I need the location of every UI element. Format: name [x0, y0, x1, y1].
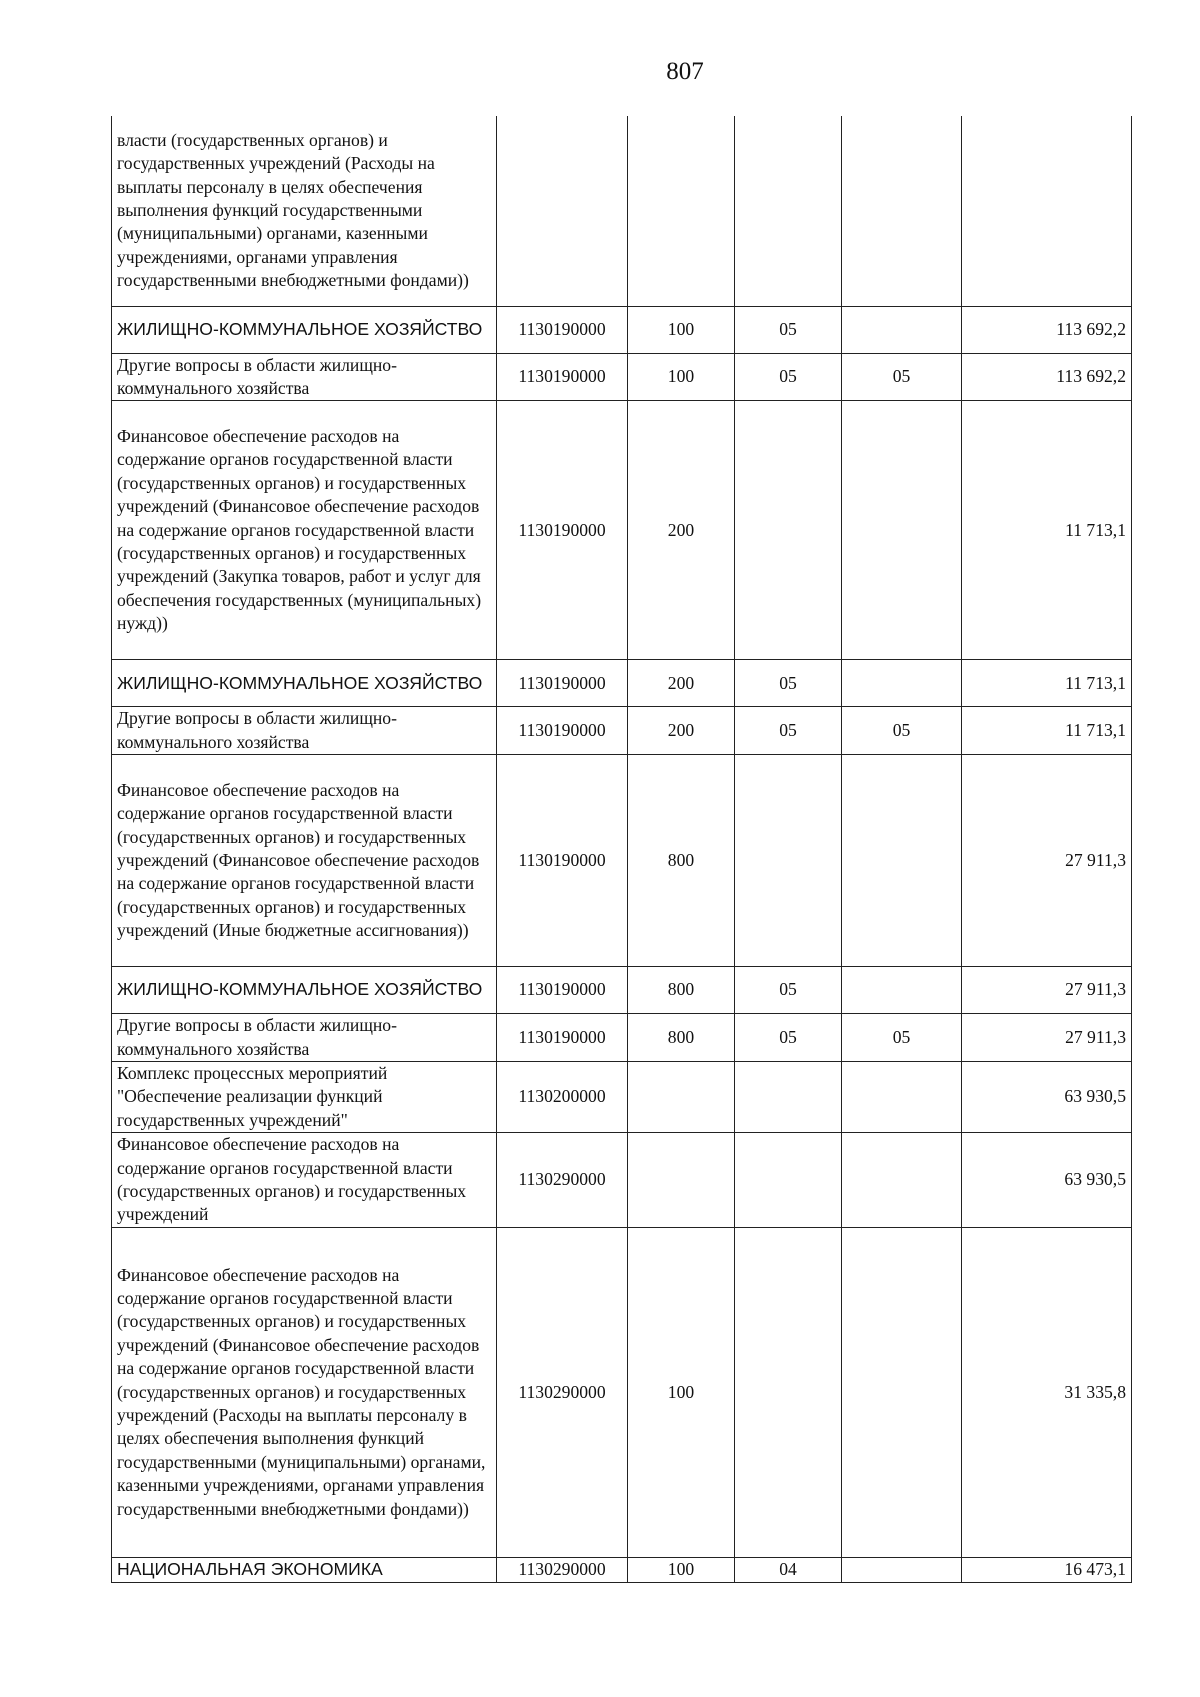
row-amount: 63 930,5 — [962, 1061, 1132, 1132]
row-name: Финансовое обеспечение расходов на содержание органов государственной власти (государственных органов) и государственных учреждений (Финансовое обеспечение расходов на содержание органов государственной власти (государственных органов) и государственных учреждений (Иные бюджетные ассигнования)) — [112, 755, 497, 967]
budget-table-body — [112, 116, 1132, 1582]
row-section — [735, 755, 842, 967]
row-subsection — [842, 755, 962, 967]
table-row — [112, 1133, 1132, 1228]
row-expense-type: 800 — [628, 755, 735, 967]
row-section — [735, 401, 842, 660]
row-name: НАЦИОНАЛЬНАЯ ЭКОНОМИКА — [112, 1557, 497, 1582]
row-expense-type: 800 — [628, 1014, 735, 1062]
row-amount: 11 713,1 — [962, 660, 1132, 707]
row-section: 05 — [735, 1014, 842, 1062]
row-section: 04 — [735, 1557, 842, 1582]
row-name: ЖИЛИЩНО-КОММУНАЛЬНОЕ ХОЗЯЙСТВО — [112, 967, 497, 1014]
table-row — [112, 116, 1132, 306]
row-name: Финансовое обеспечение расходов на содержание органов государственной власти (государственных органов) и государственных учреждений (Финансовое обеспечение расходов на содержание органов государственной власти (государственных органов) и государственных учреждений (Расходы на выплаты персоналу в целях обеспечения выполнения функций государственными (муниципальными) органами, казенными учреждениями, органами управления государственными внебюджетными фондами)) — [112, 1227, 497, 1557]
row-section — [735, 1133, 842, 1228]
table-row — [112, 1227, 1132, 1557]
row-section: 05 — [735, 660, 842, 707]
row-name: Финансовое обеспечение расходов на содержание органов государственной власти (государственных органов) и государственных учреждений (Финансовое обеспечение расходов на содержание органов государственной власти (государственных органов) и государственных учреждений (Закупка товаров, работ и услуг для обеспечения государственных (муниципальных) нужд)) — [112, 401, 497, 660]
row-expense-type: 100 — [628, 306, 735, 353]
row-code: 1130190000 — [497, 660, 628, 707]
row-name: ЖИЛИЩНО-КОММУНАЛЬНОЕ ХОЗЯЙСТВО — [112, 660, 497, 707]
row-subsection — [842, 1227, 962, 1557]
row-code: 1130200000 — [497, 1061, 628, 1132]
row-expense-type — [628, 116, 735, 306]
row-expense-type: 200 — [628, 401, 735, 660]
row-amount: 27 911,3 — [962, 967, 1132, 1014]
row-code: 1130190000 — [497, 353, 628, 401]
row-expense-type: 100 — [628, 1557, 735, 1582]
row-subsection — [842, 967, 962, 1014]
row-name: Другие вопросы в области жилищно-коммунального хозяйства — [112, 353, 497, 401]
budget-table — [111, 116, 1132, 1583]
row-expense-type — [628, 1133, 735, 1228]
row-code: 1130290000 — [497, 1227, 628, 1557]
row-amount: 113 692,2 — [962, 353, 1132, 401]
table-row — [112, 660, 1132, 707]
row-expense-type: 100 — [628, 353, 735, 401]
row-section — [735, 1061, 842, 1132]
row-subsection — [842, 1133, 962, 1228]
row-section: 05 — [735, 967, 842, 1014]
row-expense-type: 100 — [628, 1227, 735, 1557]
table-row — [112, 1557, 1132, 1582]
row-section — [735, 116, 842, 306]
row-amount: 11 713,1 — [962, 707, 1132, 755]
table-row — [112, 1014, 1132, 1062]
table-row — [112, 1061, 1132, 1132]
row-code — [497, 116, 628, 306]
table-row — [112, 353, 1132, 401]
row-name: Финансовое обеспечение расходов на содержание органов государственной власти (государственных органов) и государственных учреждений — [112, 1133, 497, 1228]
row-subsection: 05 — [842, 1014, 962, 1062]
table-row — [112, 707, 1132, 755]
row-subsection — [842, 1557, 962, 1582]
row-subsection — [842, 306, 962, 353]
row-subsection: 05 — [842, 707, 962, 755]
row-subsection — [842, 401, 962, 660]
row-subsection — [842, 116, 962, 306]
row-amount: 27 911,3 — [962, 1014, 1132, 1062]
row-name: Другие вопросы в области жилищно-коммунального хозяйства — [112, 707, 497, 755]
row-code: 1130290000 — [497, 1133, 628, 1228]
row-expense-type: 200 — [628, 660, 735, 707]
row-code: 1130190000 — [497, 707, 628, 755]
row-code: 1130190000 — [497, 306, 628, 353]
row-amount: 11 713,1 — [962, 401, 1132, 660]
table-row — [112, 306, 1132, 353]
row-section: 05 — [735, 353, 842, 401]
table-row — [112, 967, 1132, 1014]
row-amount: 16 473,1 — [962, 1557, 1132, 1582]
row-code: 1130190000 — [497, 967, 628, 1014]
row-code: 1130190000 — [497, 1014, 628, 1062]
table-row — [112, 755, 1132, 967]
row-section: 05 — [735, 707, 842, 755]
row-name: Другие вопросы в области жилищно-коммунального хозяйства — [112, 1014, 497, 1062]
row-code: 1130190000 — [497, 401, 628, 660]
row-code: 1130190000 — [497, 755, 628, 967]
row-section: 05 — [735, 306, 842, 353]
row-amount: 27 911,3 — [962, 755, 1132, 967]
row-name: Комплекс процессных мероприятий "Обеспечение реализации функций государственных учреждений" — [112, 1061, 497, 1132]
row-subsection — [842, 1061, 962, 1132]
row-expense-type: 200 — [628, 707, 735, 755]
row-amount — [962, 116, 1132, 306]
row-code: 1130290000 — [497, 1557, 628, 1582]
row-expense-type: 800 — [628, 967, 735, 1014]
row-amount: 63 930,5 — [962, 1133, 1132, 1228]
row-amount: 113 692,2 — [962, 306, 1132, 353]
row-expense-type — [628, 1061, 735, 1132]
row-subsection: 05 — [842, 353, 962, 401]
row-section — [735, 1227, 842, 1557]
row-subsection — [842, 660, 962, 707]
row-name: ЖИЛИЩНО-КОММУНАЛЬНОЕ ХОЗЯЙСТВО — [112, 306, 497, 353]
row-name: власти (государственных органов) и государственных учреждений (Расходы на выплаты персоналу в целях обеспечения выполнения функций государственными (муниципальными) органами, казенными учреждениями, органами управления государственными внебюджетными фондами)) — [112, 116, 497, 306]
page-number: 807 — [666, 58, 704, 85]
table-row — [112, 401, 1132, 660]
row-amount: 31 335,8 — [962, 1227, 1132, 1557]
